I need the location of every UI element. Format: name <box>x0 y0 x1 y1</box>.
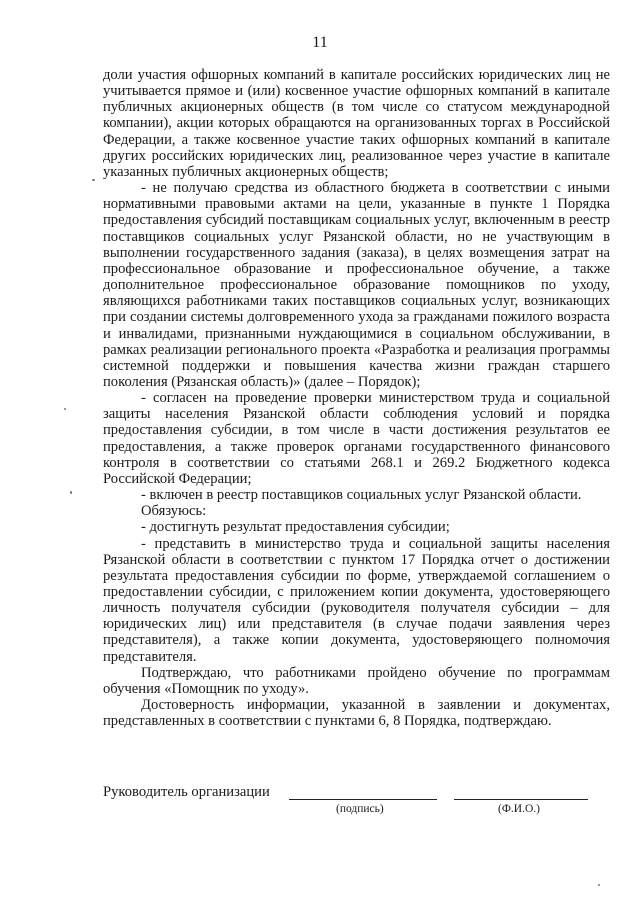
name-caption: (Ф.И.О.) <box>498 803 540 815</box>
scan-speck <box>598 884 600 886</box>
paragraph-achieve-result: - достигнуть результат предоставления субсидии; <box>141 519 450 536</box>
paragraph-accuracy-confirmation: Достоверность информации, указанной в заявлении и документах, представленных в соответствии с пунктами 6, 8 Порядка, подтверждаю. <box>103 697 610 730</box>
signature-caption: (подпись) <box>336 803 384 815</box>
paragraph-no-regional-funds: - не получаю средства из областного бюджета в соответствии с иными нормативными правовыми актами на цели, указанные в пункте 1 Порядка предоставления субсидий поставщикам социальных услуг, включенным в реестр поставщиков социальных услуг Рязанской области, но не участвующим в выполнении государственного задания (заказа), в целях возмещения затрат на профессиональное образование и профессиональное обучение, а также дополнительное профессиональное образование помощников по уходу, являющихся работниками таких поставщиков социальных услуг, возникающих при создании системы долговременного ухода за гражданами пожилого возраста и инвалидами, признанными нуждающимися в социальном обслуживании, в рамках реализации регионального проекта «Разработка и реализация программы системной поддержки и повышения качества жизни граждан старшего поколения (Рязанская область)» (далее – Порядок); <box>103 180 610 390</box>
signature-label: Руководитель организации <box>103 784 270 800</box>
signature-line <box>289 799 437 800</box>
paragraph-consent-to-inspection: - согласен на проведение проверки министерством труда и социальной защиты населения Рязанской области соблюдения условий и порядка предоставления субсидии, в том числе в части достижения результатов ее предоставления, а также проверок органами государственного финансового контроля в соответствии со статьями 268.1 и 269.2 Бюджетного кодекса Российской Федерации; <box>103 390 610 487</box>
paragraph-registry-inclusion: - включен в реестр поставщиков социальных услуг Рязанской области. <box>141 487 582 504</box>
name-line <box>454 799 588 800</box>
scan-speck <box>92 179 95 181</box>
document-body <box>103 67 610 729</box>
paragraph-training-confirmation: Подтверждаю, что работниками пройдено обучение по программам обучения «Помощник по уходу». <box>103 664 610 697</box>
page-number: 11 <box>312 34 328 51</box>
paragraph-obligations-heading: Обязуюсь: <box>141 503 207 520</box>
scan-speck <box>64 408 66 410</box>
paragraph-offshore-participation: доли участия офшорных компаний в капитале российских юридических лиц не учитывается прямое и (или) косвенное участие офшорных компаний в капитале публичных акционерных обществ (в том числе со статусом международной компании), акции которых обращаются на организованных торгах в Российской Федерации, а также косвенное участие таких офшорных компаний в капитале других российских юридических лиц, реализованное через участие в капитале указанных публичных акционерных обществ; <box>103 67 610 180</box>
paragraph-submit-report: - представить в министерство труда и социальной защиты населения Рязанской области в соответствии с пунктом 17 Порядка отчет о достижении результата предоставления субсидии по форме, утверждаемой соглашением о предоставлении субсидии, с приложением копии документа, удостоверяющего личность получателя субсидии (руководителя получателя субсидии – для юридических лиц) или представителя (в случае подачи заявления через представителя), а также копии документа, удостоверяющего полномочия представителя. <box>103 535 610 665</box>
signature-block <box>103 784 610 824</box>
scan-speck <box>70 491 72 494</box>
